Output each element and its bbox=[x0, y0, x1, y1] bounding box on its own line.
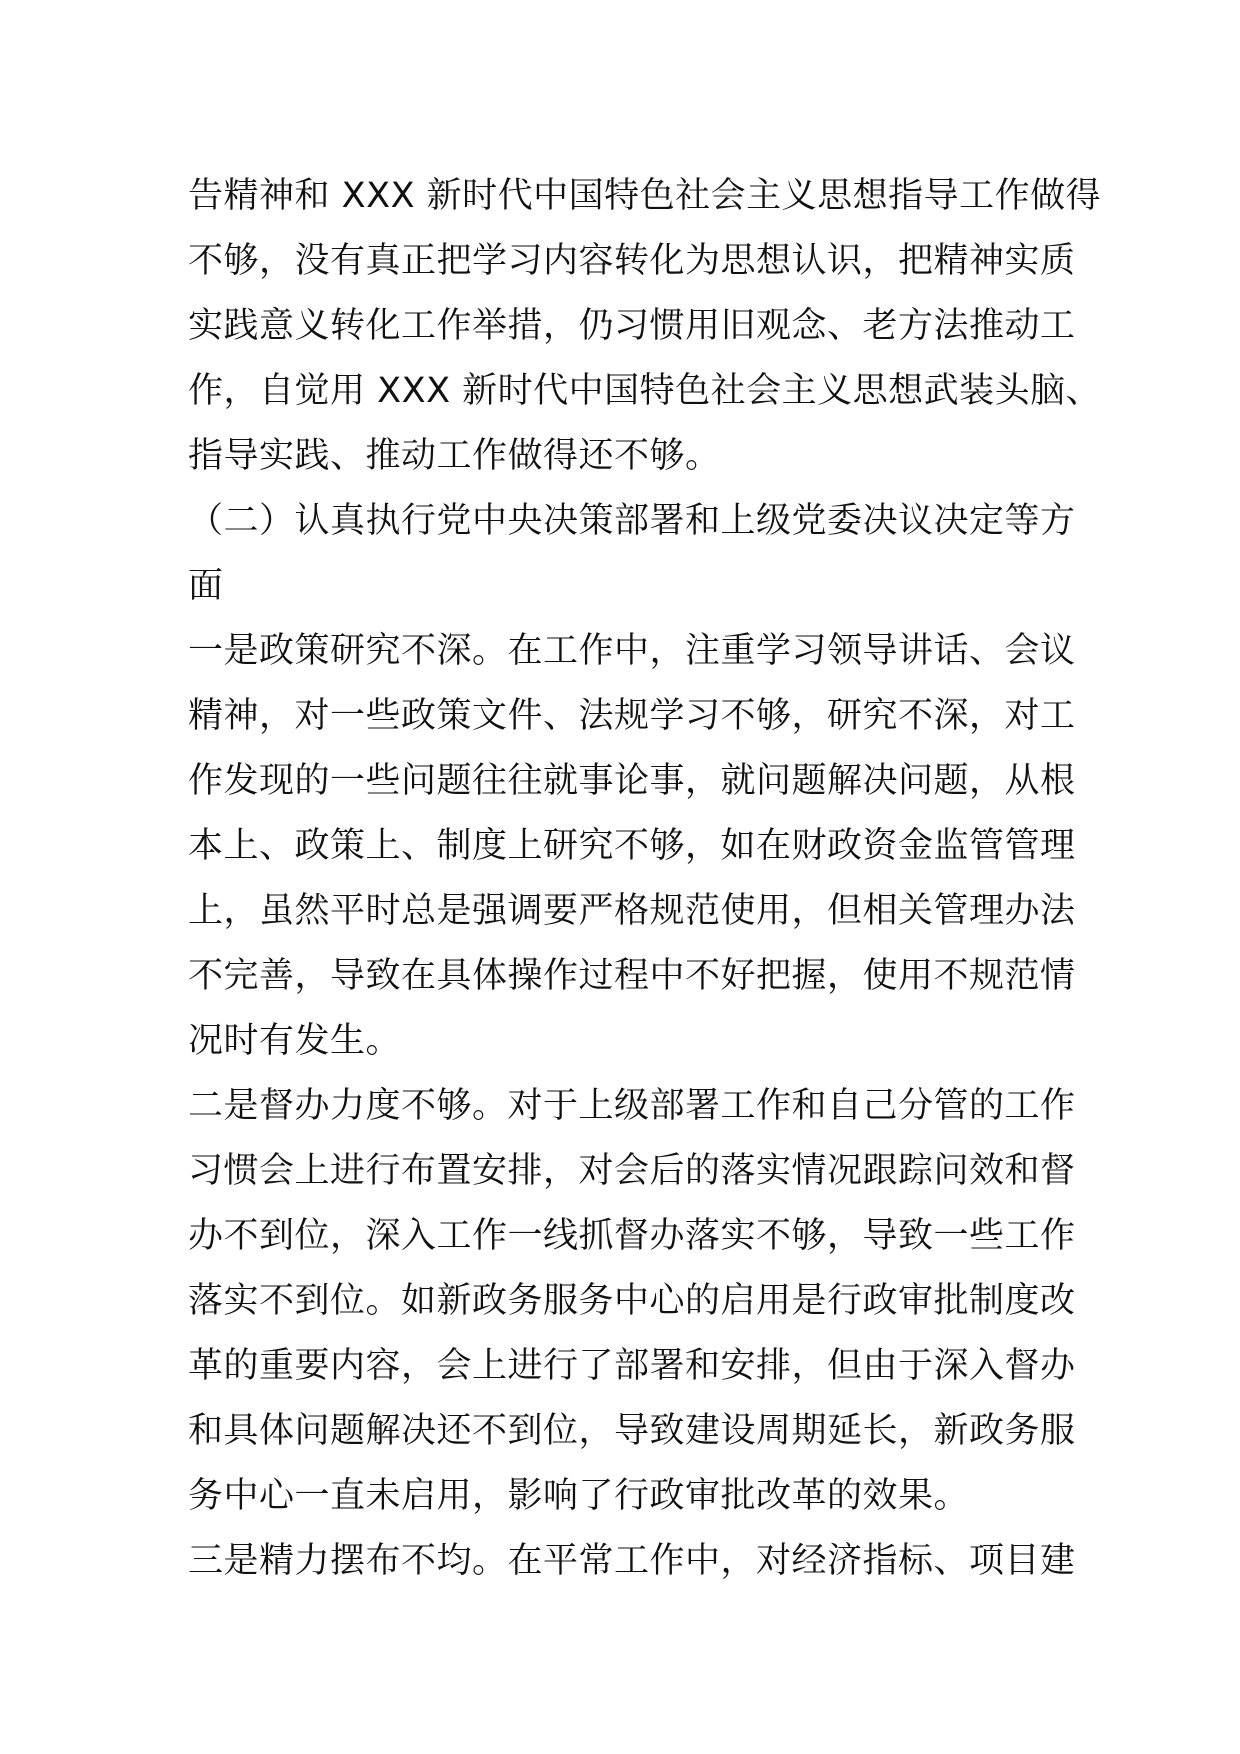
body-line: 革的重要内容，会上进行了部署和安排，但由于深入督办 bbox=[188, 1346, 1076, 1386]
body-line: 作，自觉用 XXX 新时代中国特色社会主义思想武装头脑、 bbox=[188, 371, 1102, 411]
body-line: 一是政策研究不深。在工作中，注重学习领导讲话、会议 bbox=[188, 631, 1076, 671]
body-line: 告精神和 XXX 新时代中国特色社会主义思想指导工作做得 bbox=[188, 176, 1102, 216]
body-line: 不完善，导致在具体操作过程中不好把握，使用不规范情 bbox=[188, 956, 1076, 996]
body-line: 作发现的一些问题往往就事论事，就问题解决问题，从根 bbox=[188, 761, 1076, 801]
body-line: 指导实践、推动工作做得还不够。 bbox=[188, 436, 721, 476]
section-heading-line: （二）认真执行党中央决策部署和上级党委决议决定等方 bbox=[188, 501, 1076, 541]
body-line: 不够，没有真正把学习内容转化为思想认识，把精神实质 bbox=[188, 241, 1076, 281]
document-body bbox=[188, 164, 1102, 1594]
body-line: 本上、政策上、制度上研究不够，如在财政资金监管管理 bbox=[188, 826, 1076, 866]
section-heading-line: 面 bbox=[188, 566, 224, 606]
body-line: 三是精力摆布不均。在平常工作中，对经济指标、项目建 bbox=[188, 1541, 1076, 1581]
body-line: 务中心一直未启用，影响了行政审批改革的效果。 bbox=[188, 1476, 970, 1516]
body-line: 精神，对一些政策文件、法规学习不够，研究不深，对工 bbox=[188, 696, 1076, 736]
body-line: 二是督办力度不够。对于上级部署工作和自己分管的工作 bbox=[188, 1086, 1076, 1126]
body-line: 实践意义转化工作举措，仍习惯用旧观念、老方法推动工 bbox=[188, 306, 1076, 346]
body-line: 落实不到位。如新政务服务中心的启用是行政审批制度改 bbox=[188, 1281, 1076, 1321]
body-line: 和具体问题解决还不到位，导致建设周期延长，新政务服 bbox=[188, 1411, 1076, 1451]
body-line: 习惯会上进行布置安排，对会后的落实情况跟踪问效和督 bbox=[188, 1151, 1076, 1191]
body-line: 上，虽然平时总是强调要严格规范使用，但相关管理办法 bbox=[188, 891, 1076, 931]
body-line: 况时有发生。 bbox=[188, 1021, 402, 1061]
body-line: 办不到位，深入工作一线抓督办落实不够，导致一些工作 bbox=[188, 1216, 1076, 1256]
